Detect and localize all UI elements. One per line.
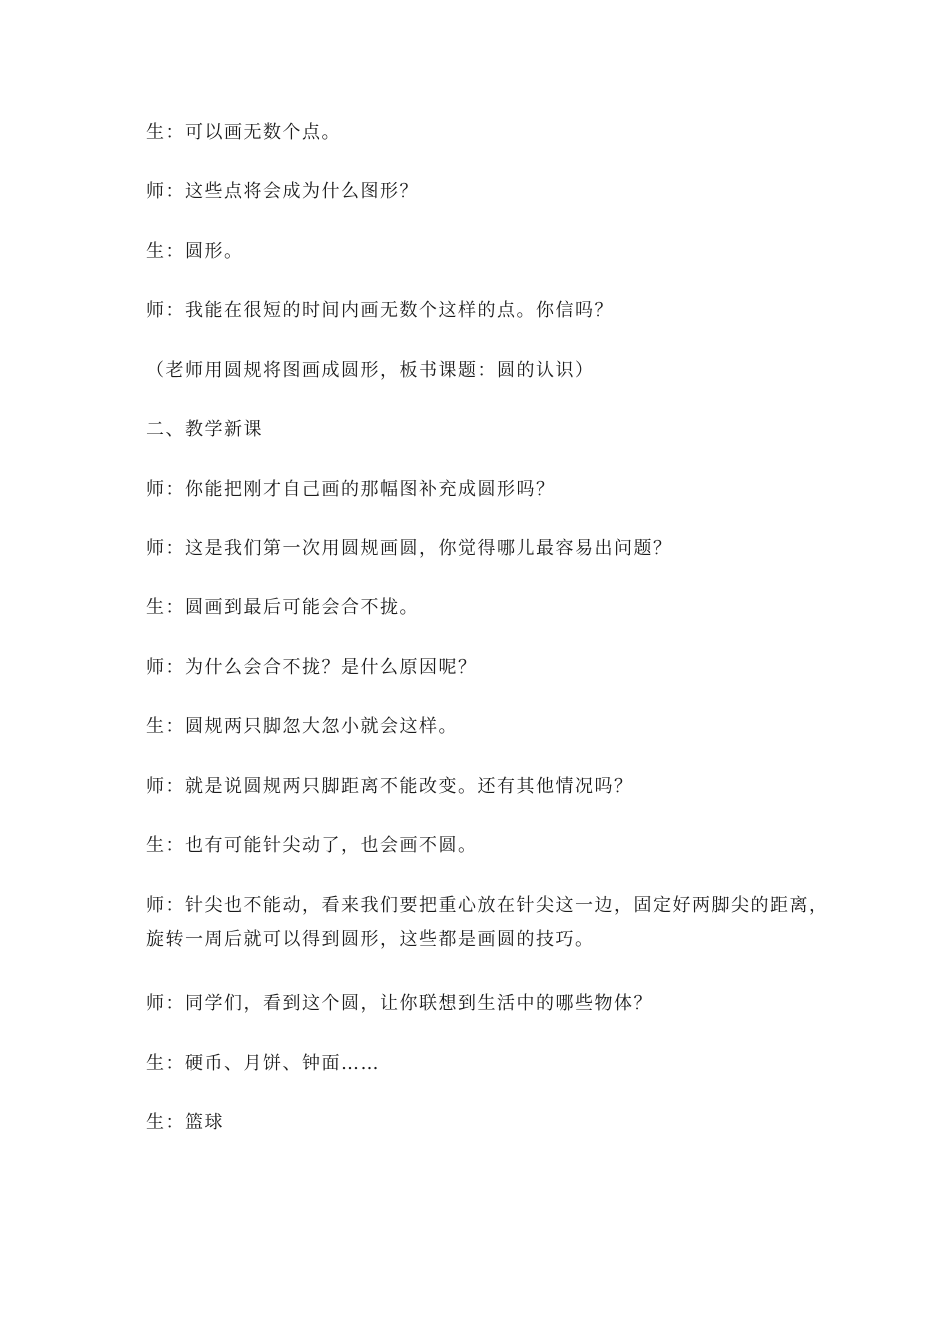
section-heading: 二、教学新课: [146, 419, 263, 440]
dialogue-line: 生：可以画无数个点。: [146, 122, 341, 143]
dialogue-line: 生：圆形。: [146, 241, 244, 262]
dialogue-line: 师：你能把刚才自己画的那幅图补充成圆形吗？: [146, 479, 556, 500]
dialogue-line: 生：圆画到最后可能会合不拢。: [146, 597, 419, 618]
dialogue-line: 生：硬币、月饼、钟面……: [146, 1053, 380, 1074]
dialogue-line: 师：同学们，看到这个圆，让你联想到生活中的哪些物体？: [146, 993, 653, 1014]
dialogue-line: 师：我能在很短的时间内画无数个这样的点。你信吗？: [146, 300, 614, 321]
dialogue-line: 生：篮球: [146, 1112, 224, 1133]
dialogue-line: 师：这些点将会成为什么图形？: [146, 181, 419, 202]
dialogue-line: 师：针尖也不能动，看来我们要把重心放在针尖这一边，固定好两脚尖的距离，旋转一周后就可以得到圆形，这些都是画圆的技巧。: [146, 895, 829, 950]
dialogue-line: 师：为什么会合不拢？是什么原因呢？: [146, 657, 478, 678]
dialogue-line: 师：这是我们第一次用圆规画圆，你觉得哪儿最容易出问题？: [146, 538, 673, 559]
dialogue-line: 生：也有可能针尖动了，也会画不圆。: [146, 835, 478, 856]
stage-direction: （老师用圆规将图画成圆形，板书课题：圆的认识）: [146, 360, 595, 381]
dialogue-line: 师：就是说圆规两只脚距离不能改变。还有其他情况吗？: [146, 776, 634, 797]
dialogue-line: 生：圆规两只脚忽大忽小就会这样。: [146, 716, 458, 737]
